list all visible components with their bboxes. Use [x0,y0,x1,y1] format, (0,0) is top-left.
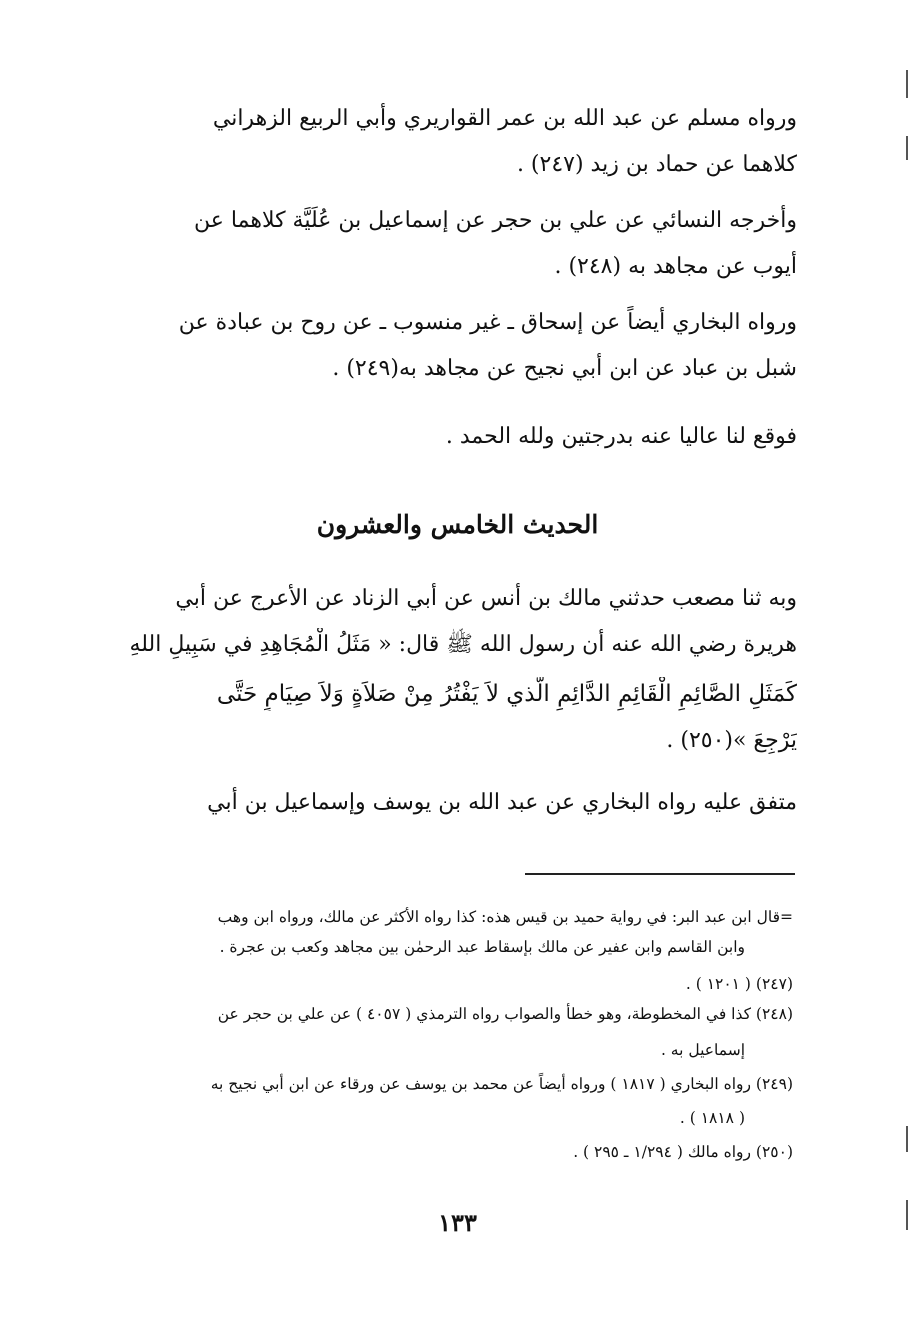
paragraph-5-line-3: كَمَثَلِ الصَّائِمِ الْقَائِمِ الدَّائِمِ الَّذي لاَ يَفْتُرُ مِنْ صَلاَةٍ وَلاَ صِيَامٍ حَتَّى [216,681,797,707]
footnote-250: (٢٥٠) رواه مالك ( ١/٢٩٤ ـ ٢٩٥ ) . [573,1143,793,1161]
paragraph-5-line-2: هريرة رضي الله عنه أن رسول الله ﷺ قال: « مَثَلُ الْمُجَاهِدِ في سَبِيلِ اللهِ [129,632,797,657]
hadith-heading: الحديث الخامس والعشرون [316,510,599,539]
paragraph-1-line-1: ورواه مسلم عن عبد الله بن عمر القواريري وأبي الربيع الزهراني [212,106,797,131]
footnote-249-line-1: (٢٤٩) رواه البخاري ( ١٨١٧ ) ورواه أيضاً عن محمد بن يوسف عن ورقاء عن ابن أبي نجيح به [210,1075,793,1093]
paragraph-2-line-1: وأخرجه النسائي عن علي بن حجر عن إسماعيل بن عُلَيَّة كلاهما عن [194,208,797,233]
scan-edge-mark [906,1126,908,1152]
paragraph-5-line-4: يَرْجِعَ »(٢٥٠) . [666,728,797,753]
paragraph-3-line-2: شبل بن عباد عن ابن أبي نجيح عن مجاهد به(٢٤٩) . [332,356,797,381]
scan-edge-mark [906,1200,908,1230]
footnote-continuation-line-1: =قال ابن عبد البر: في رواية حميد بن قيس هذه: كذا رواه الأكثر عن مالك، ورواه ابن وهب [217,908,793,926]
paragraph-2-line-2: أيوب عن مجاهد به (٢٤٨) . [554,254,797,279]
paragraph-6-line-1: متفق عليه رواه البخاري عن عبد الله بن يوسف وإسماعيل بن أبي [207,790,797,815]
scan-edge-mark [906,136,908,160]
footnote-248-line-2: إسماعيل به . [660,1041,745,1059]
paragraph-5-line-1: وبه ثنا مصعب حدثني مالك بن أنس عن أبي الزناد عن الأعرج عن أبي [175,586,797,611]
footnote-248-line-1: (٢٤٨) كذا في المخطوطة، وهو خطأ والصواب رواه الترمذي ( ٤٠٥٧ ) عن علي بن حجر عن [217,1005,793,1023]
paragraph-1-line-2: كلاهما عن حماد بن زيد (٢٤٧) . [516,152,797,177]
footnote-249-line-2: ( ١٨١٨ ) . [679,1109,745,1127]
paragraph-3-line-1: ورواه البخاري أيضاً عن إسحاق ـ غير منسوب ـ عن روح بن عبادة عن [178,310,797,335]
paragraph-4-line-1: فوقع لنا عاليا عنه بدرجتين ولله الحمد . [445,424,797,449]
scan-edge-mark [906,70,908,98]
footnote-separator [525,873,795,875]
page-number: ١٣٣ [438,1208,477,1237]
footnote-continuation-line-2: وابن القاسم وابن عفير عن مالك بإسقاط عبد الرحمٰن بين مجاهد وكعب بن عجرة . [219,938,745,956]
footnote-247: (٢٤٧) ( ١٢٠١ ) . [685,975,793,993]
